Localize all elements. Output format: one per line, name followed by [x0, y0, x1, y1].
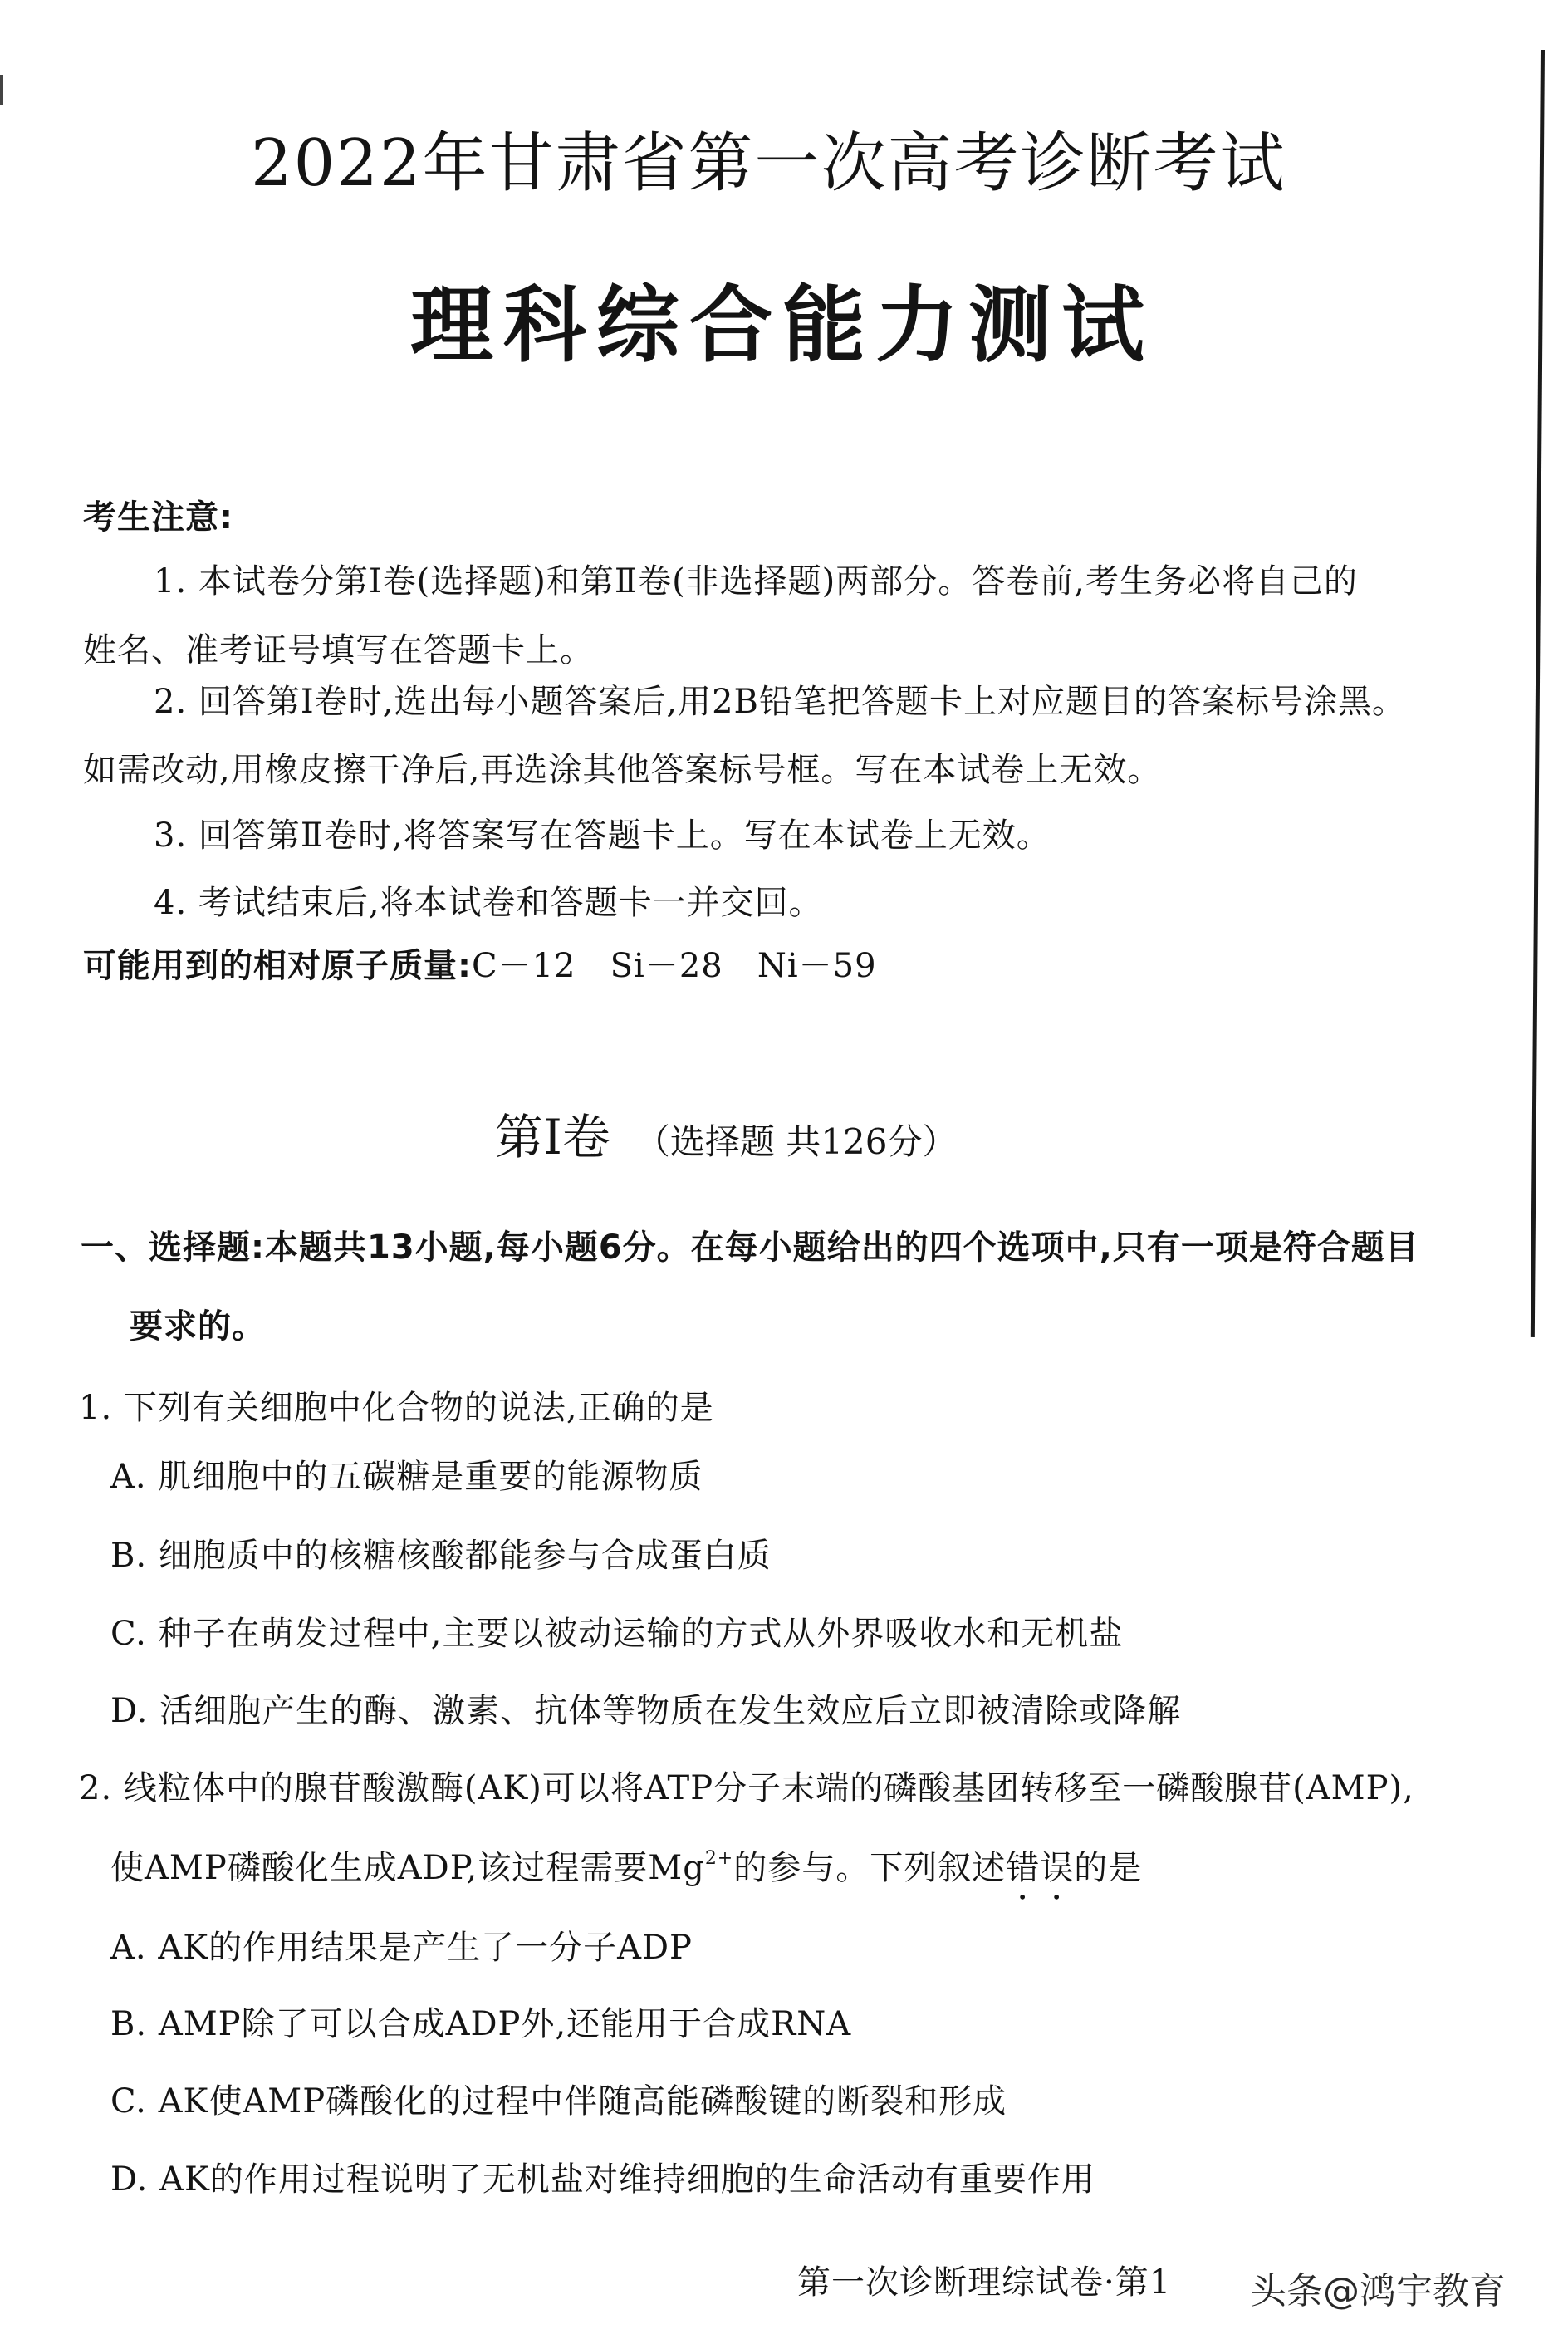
question-2-option-c: C. AK使AMP磷酸化的过程中伴随高能磷酸键的断裂和形成: [110, 2082, 1007, 2121]
question-1-option-d: D. 活细胞产生的酶、激素、抗体等物质在发生效应后立即被清除或降解: [110, 1692, 1182, 1730]
stem-text: 使AMP磷酸化生成ADP,该过程需要Mg: [110, 1849, 705, 1887]
question-1-option-a: A. 肌细胞中的五碳糖是重要的能源物质: [110, 1458, 703, 1496]
question-2-stem-cont: [110, 1849, 1142, 1907]
notice-item-1-cont: 姓名、准考证号填写在答题卡上。: [83, 631, 594, 669]
page-footer: 第一次诊断理综试卷·第1: [797, 2263, 1172, 2302]
section-instruction: 一、选择题:本题共13小题,每小题6分。在每小题给出的四个选项中,只有一项是符合题目: [81, 1228, 1419, 1267]
question-2-option-b: B. AMP除了可以合成ADP外,还能用于合成RNA: [110, 2005, 852, 2043]
atomic-mass-label: 可能用到的相对原子质量:: [83, 947, 472, 985]
question-2-option-d: D. AK的作用过程说明了无机盐对维持细胞的生命活动有重要作用: [110, 2160, 1095, 2199]
question-2-option-a: A. AK的作用结果是产生了一分子ADP: [110, 1929, 693, 1967]
notice-item-4: 4. 考试结束后,将本试卷和答题卡一并交回。: [154, 884, 823, 922]
scan-edge-mark: [0, 75, 3, 105]
question-1-stem: 1. 下列有关细胞中化合物的说法,正确的是: [79, 1389, 714, 1427]
section-title: 第Ⅰ卷: [495, 1109, 610, 1165]
emphasized-word: 错误: [1006, 1849, 1075, 1887]
superscript-charge: 2+: [704, 1848, 734, 1869]
question-1-option-b: B. 细胞质中的核糖核酸都能参与合成蛋白质: [110, 1537, 772, 1575]
notice-item-2: 2. 回答第Ⅰ卷时,选出每小题答案后,用2B铅笔把答题卡上对应题目的答案标号涂黑。: [154, 683, 1406, 721]
notice-item-3: 3. 回答第Ⅱ卷时,将答案写在答题卡上。写在本试卷上无效。: [154, 816, 1051, 855]
question-1-option-c: C. 种子在萌发过程中,主要以被动运输的方式从外界吸收水和无机盐: [110, 1615, 1124, 1653]
notice-item-2-cont: 如需改动,用橡皮擦干净后,再选涂其他答案标号框。写在本试卷上无效。: [83, 751, 1162, 789]
atomic-mass-values: C－12 Si－28 Ni－59: [472, 947, 877, 985]
watermark: 头条@鸿宇教育: [1250, 2270, 1506, 2312]
notice-item-1: 1. 本试卷分第Ⅰ卷(选择题)和第Ⅱ卷(非选择题)两部分。答卷前,考生务必将自己的: [154, 562, 1359, 601]
binding-rule: [1531, 50, 1545, 1337]
exam-subtitle: 理科综合能力测试: [410, 277, 1154, 374]
question-2-stem: 2. 线粒体中的腺苷酸激酶(AK)可以将ATP分子末端的磷酸基团转移至一磷酸腺苷(AMP),: [79, 1769, 1414, 1807]
notice-heading: 考生注意:: [83, 498, 233, 537]
atomic-mass-line: [83, 949, 877, 983]
exam-title: 2022年甘肃省第一次高考诊断考试: [251, 126, 1286, 201]
section-subtitle: （选择题 共126分）: [635, 1121, 958, 1162]
stem-text: 的参与。下列叙述: [733, 1849, 1007, 1887]
stem-text: 的是: [1074, 1849, 1143, 1887]
section-instruction-cont: 要求的。: [130, 1307, 266, 1346]
section-heading: [495, 1109, 958, 1165]
